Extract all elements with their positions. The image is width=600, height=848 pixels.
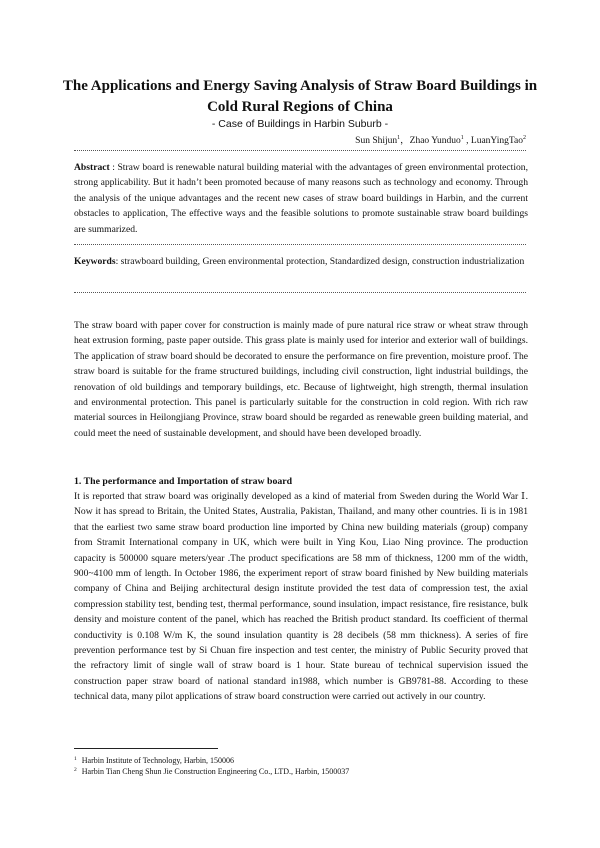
author-affiliation-mark: 2 (523, 135, 526, 141)
footnote (74, 767, 349, 776)
abstract-label: Abstract (74, 162, 110, 173)
dotted-divider (74, 150, 526, 151)
paper-title (40, 76, 560, 118)
dotted-divider (74, 292, 526, 293)
introduction-paragraph: The straw board with paper cover for construction is mainly made of pure natural rice straw or wheat straw through heat extrusion forming, paste paper outside. This grass plate is mainly used for interior and exterior wall of buildings. The application of straw board should be decorated to ensure the performance on fire prevention, moisture proof. The straw board is suitable for the frame structured buildings, including civil construction, light industrial buildings, the renovation of old buildings and temporary buildings, etc. Because of lightweight, high strength, thermal insulation and environmental protection. This panel is particularly suitable for the construction in cold region. With rich raw material sources in Heilongjiang Province, straw board should be regarded as renewable green building material, and could meet the need of sustainable development, and should have been developed broadly. (74, 320, 528, 439)
author-separator: , (463, 136, 471, 146)
keywords (74, 254, 528, 269)
dotted-divider (74, 244, 526, 245)
author-list (355, 132, 526, 146)
author-name: Zhao Yunduo (409, 136, 461, 146)
author-separator: ， (400, 136, 410, 146)
title-line-2: Cold Rural Regions of China (207, 99, 393, 115)
keywords-label: Keywords (74, 256, 116, 267)
section-heading: 1. The performance and Importation of straw board (74, 476, 293, 487)
footnote-text: Harbin Institute of Technology, Harbin, 150006 (81, 756, 235, 765)
footnote-divider (74, 748, 218, 749)
author-affiliation-mark: 1 (460, 135, 464, 141)
title-line-1: The Applications and Energy Saving Analysis of Straw Board Buildings in (62, 78, 538, 94)
footnote (74, 756, 234, 765)
paper-subtitle: - Case of Buildings in Harbin Suburb - (211, 118, 389, 130)
section-body: It is reported that straw board was originally developed as a kind of material from Sweden during the World War Ⅰ. Now it has spread to Britain, the United States, Australia, Pakistan, Thailand, and many other countries. Ii is in 1981 that the earliest two same straw board production line imported by China new building materials (group) company from Stramit International company in UK, which were built in Ying Kou, Liao Ning province. The production capacity is 500000 square meters/year .The product specifications are 58 mm of thickness, 1200 mm of the width, 900~4100 mm of length. In October 1986, the experiment report of straw board finished by New building materials company of China and Beijing architectural design institute provided the test data of compression test, the axial compression stability test, bending test, thermal performance, sound insulation, impact resistance, fire resistance, bulk density and moisture content of the panel, which has reached the British product standard. Its coefficient of thermal conductivity is 0.108 W/m K, the sound insulation quantity is 28 decibels (58 mm thickness). A series of fire prevention performance test by Si Chuan fire inspection and test center, the ministry of Public Security proved that the refractory limit of single wall of straw board is 1 hour. State bureau of technical supervision issued the construction paper straw board of national standard in1988, which number is GB9781-88. According to these technical data, many pilot applications of straw board construction were carried out actively in our country. (74, 491, 528, 703)
footnote-text: Harbin Tian Cheng Shun Jie Construction Engineering Co., LTD., Harbin, 1500037 (81, 767, 350, 776)
author-affiliation-mark: 1 (397, 135, 401, 141)
author-name: Sun Shijun (355, 136, 398, 146)
footnote-mark: 1 (74, 756, 77, 762)
abstract-text: : Straw board is renewable natural building material with the advantages of green environmental protection, strong applicability. But it hadn’t been promoted because of many reasons such as technology and economy. Through the analysis of the unique advantages and the recent new cases of straw board buildings in Harbin, and the current obstacles to application, The effective ways and the feasible solutions to promote sustainable straw board buildings are summarized. (74, 162, 528, 235)
keywords-text: : strawboard building, Green environmental protection, Standardized design, construction industrialization (115, 256, 525, 267)
footnote-mark: 2 (74, 767, 77, 773)
author-name: LuanYingTao (470, 136, 523, 146)
abstract (74, 160, 528, 237)
